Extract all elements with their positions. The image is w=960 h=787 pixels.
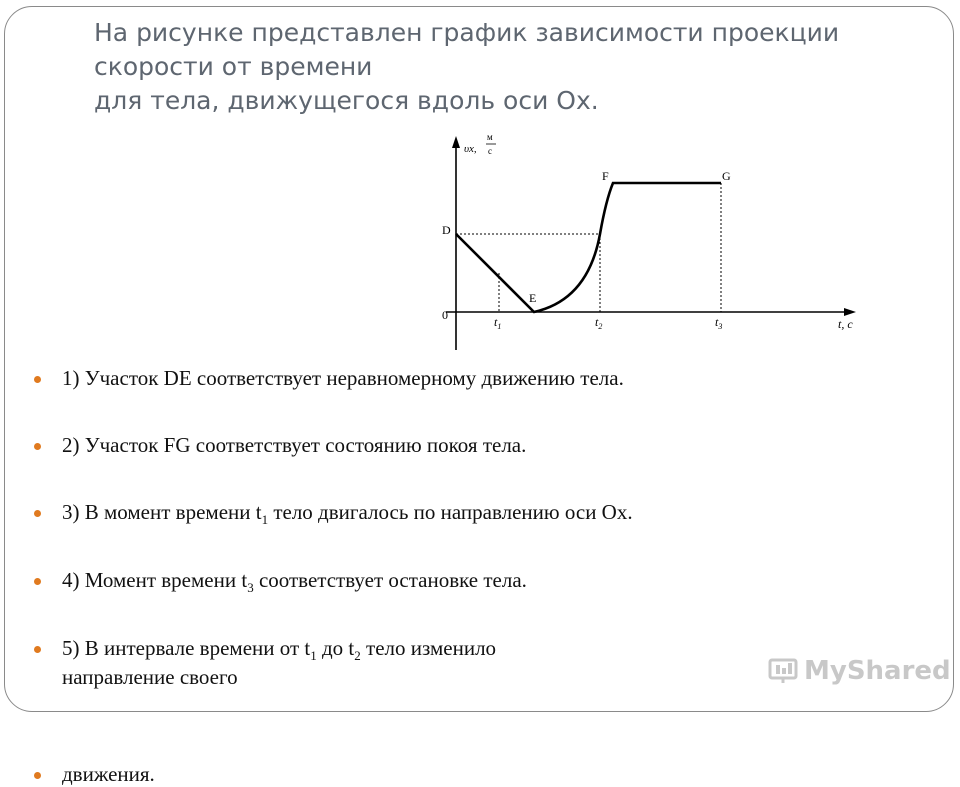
x-axis-arrow [844, 308, 856, 316]
t2-label: $t_2$ [595, 315, 603, 331]
y-axis-arrow [452, 136, 460, 148]
point-f-label: F [602, 169, 609, 183]
point-d-label: D [442, 223, 451, 237]
myshared-logo [768, 656, 951, 686]
statement-5: 5) В интервале времени от $t_1$ до $t_2$ тело изменило направление своего [34, 636, 734, 689]
title-line-1: На рисунке представлен график зависимости проекции [94, 18, 840, 47]
statement-4: 4) Момент времени $t_3$ соответствует остановке тела. [34, 568, 734, 596]
statement-3: 3) В момент времени $t_1$ тело двигалось по направлению оси Ох. [34, 500, 734, 528]
t3-label: $t_3$ [715, 315, 723, 331]
y-unit-top: м [487, 132, 493, 142]
y-unit-bottom: с [488, 146, 492, 156]
velocity-time-graph [410, 130, 870, 355]
title-line-2: скорости от времени [94, 52, 373, 81]
presentation-icon [768, 658, 798, 684]
statement-1: 1) Участок DE соответствует неравномерному движению тела. [34, 366, 734, 391]
statement-list [34, 366, 734, 786]
x-axis-label: t, с [838, 317, 853, 331]
slide-title [94, 16, 894, 118]
origin-label: 0 [442, 308, 448, 322]
title-line-3: для тела, движущегося вдоль оси Ох. [94, 86, 599, 115]
y-axis-label: υx, [464, 143, 477, 155]
logo-text: MyShared [804, 656, 951, 686]
point-e-label: E [529, 291, 537, 305]
velocity-curve [456, 183, 721, 312]
t1-label: $t_1$ [494, 315, 502, 331]
statement-5-continuation: движения. [34, 762, 734, 787]
point-g-label: G [722, 169, 731, 183]
statement-2: 2) Участок FG соответствует состоянию покоя тела. [34, 433, 734, 458]
